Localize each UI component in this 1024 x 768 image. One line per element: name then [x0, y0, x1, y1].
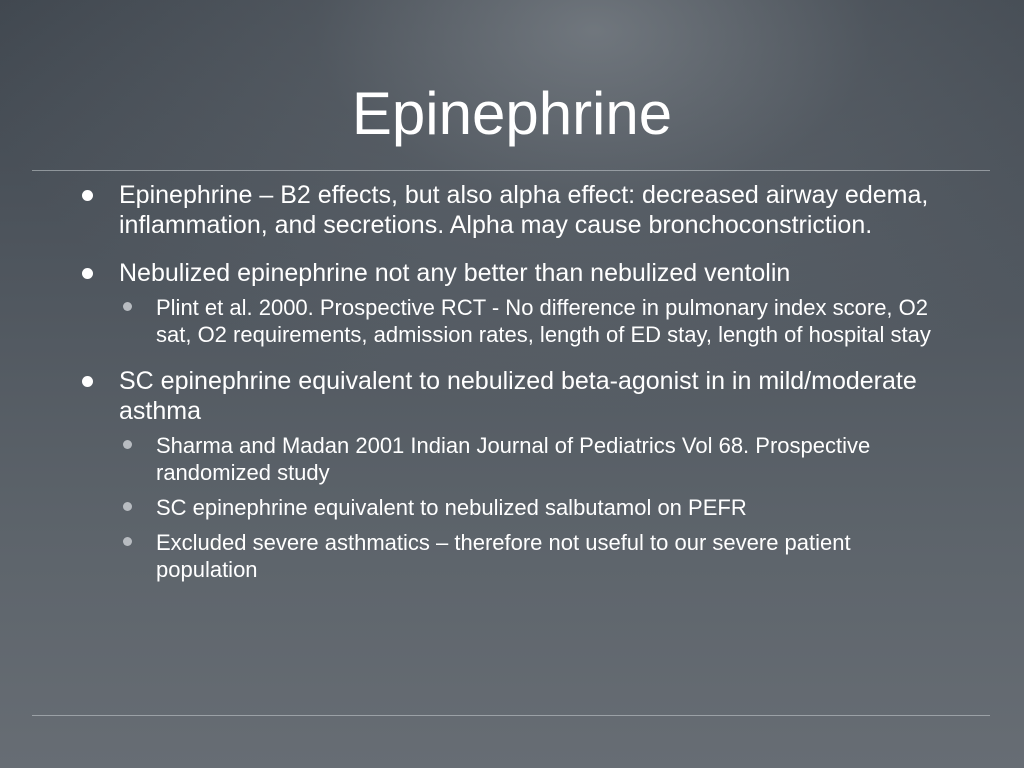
slide-title: Epinephrine	[351, 80, 673, 147]
footer-divider	[32, 715, 990, 716]
sub-bullet-list	[119, 432, 944, 583]
bullet-list	[0, 180, 1024, 583]
sub-bullet-item	[119, 294, 944, 348]
sub-bullet-dot-icon	[123, 502, 132, 511]
bullet-text: SC epinephrine equivalent to nebulized beta-agonist in in mild/moderate asthma	[119, 367, 917, 425]
bullet-item	[0, 258, 1024, 348]
sub-bullet-dot-icon	[123, 302, 132, 311]
sub-bullet-list	[119, 294, 944, 348]
bullet-text: Epinephrine – B2 effects, but also alpha effect: decreased airway edema, inflammation, and secretions. Alpha may cause bronchoconstriction.	[119, 181, 929, 239]
bullet-text: Nebulized epinephrine not any better than nebulized ventolin	[119, 259, 791, 287]
sub-bullet-text: Plint et al. 2000. Prospective RCT - No difference in pulmonary index score, O2 sat, O2 requirements, admission rates, length of ED stay, length of hospital stay	[156, 295, 931, 347]
sub-bullet-text: Excluded severe asthmatics – therefore not useful to our severe patient population	[156, 530, 851, 582]
sub-bullet-text: SC epinephrine equivalent to nebulized salbutamol on PEFR	[156, 495, 747, 520]
bullet-item	[0, 180, 1024, 240]
sub-bullet-text: Sharma and Madan 2001 Indian Journal of Pediatrics Vol 68. Prospective randomized study	[156, 433, 871, 485]
bullet-dot-icon	[82, 268, 93, 279]
bullet-item	[0, 366, 1024, 583]
sub-bullet-item	[119, 494, 944, 521]
sub-bullet-item	[119, 432, 944, 486]
bullet-dot-icon	[82, 376, 93, 387]
title-divider	[32, 170, 990, 171]
sub-bullet-dot-icon	[123, 440, 132, 449]
bullet-dot-icon	[82, 190, 93, 201]
slide-content	[0, 180, 1024, 601]
sub-bullet-dot-icon	[123, 537, 132, 546]
sub-bullet-item	[119, 529, 944, 583]
